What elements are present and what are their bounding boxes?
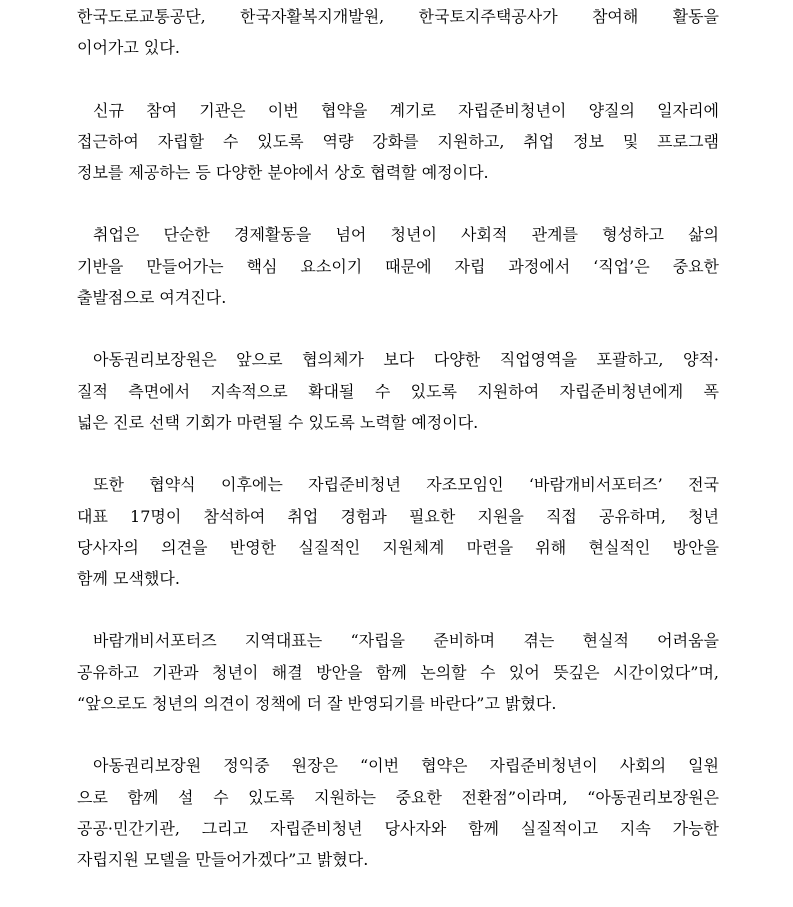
text-line: 기반을 만들어가는 핵심 요소이기 때문에 자립 과정에서 ‘직업’은 중요한	[77, 256, 719, 276]
text-line: 이어가고 있다.	[77, 38, 180, 58]
text-line: 자립지원 모델을 만들어가겠다”고 밝혔다.	[77, 850, 369, 870]
text-line: 공유하고 기관과 청년이 해결 방안을 함께 논의할 수 있어 뜻깊은 시간이었다”며,	[77, 662, 719, 682]
text-line: 당사자의 의견을 반영한 실질적인 지원체계 마련을 위해 현실적인 방안을	[77, 537, 719, 557]
text-line: 아동권리보장원 정익중 원장은 “이번 협약은 자립준비청년이 사회의 일원	[93, 756, 719, 776]
paragraph	[77, 750, 719, 875]
text-line: 신규 참여 기관은 이번 협약을 계기로 자립준비청년이 양질의 일자리에	[93, 100, 719, 120]
text-line: 대표 17명이 참석하여 취업 경험과 필요한 지원을 직접 공유하며, 청년	[77, 506, 719, 526]
text-line: 접근하여 자립할 수 있도록 역량 강화를 지원하고, 취업 정보 및 프로그램	[77, 131, 719, 151]
text-line: 질적 측면에서 지속적으로 확대될 수 있도록 지원하여 자립준비청년에게 폭	[77, 381, 719, 401]
text-line: 바람개비서포터즈 지역대표는 “자립을 준비하며 겪는 현실적 어려움을	[93, 631, 719, 651]
text-line: 함께 모색했다.	[77, 569, 180, 589]
paragraph	[77, 1, 719, 64]
text-line: 취업은 단순한 경제활동을 넘어 청년이 사회적 관계를 형성하고 삶의	[93, 225, 719, 245]
text-line: 정보를 제공하는 등 다양한 분야에서 상호 협력할 예정이다.	[77, 163, 489, 183]
text-line: 또한 협약식 이후에는 자립준비청년 자조모임인 ‘바람개비서포터즈’ 전국	[93, 475, 719, 495]
text-line: 으로 함께 설 수 있도록 지원하는 중요한 전환점”이라며, “아동권리보장원은	[77, 787, 719, 807]
text-line: 한국도로교통공단, 한국자활복지개발원, 한국토지주택공사가 참여해 활동을	[77, 7, 719, 26]
text-line: 공공·민간기관, 그리고 자립준비청년 당사자와 함께 실질적이고 지속 가능한	[77, 818, 719, 838]
paragraph	[77, 219, 719, 313]
text-line: 넓은 진로 선택 기회가 마련될 수 있도록 노력할 예정이다.	[77, 412, 479, 432]
text-line: “앞으로도 청년의 의견이 정책에 더 잘 반영되기를 바란다”고 밝혔다.	[77, 694, 557, 714]
text-line: 아동권리보장원은 앞으로 협의체가 보다 다양한 직업영역을 포괄하고, 양적·	[93, 350, 719, 370]
paragraph	[77, 469, 719, 594]
paragraph	[77, 344, 719, 438]
article-body	[77, 0, 719, 907]
paragraph	[77, 95, 719, 189]
text-line: 출발점으로 여겨진다.	[77, 288, 227, 308]
paragraph	[77, 625, 719, 719]
